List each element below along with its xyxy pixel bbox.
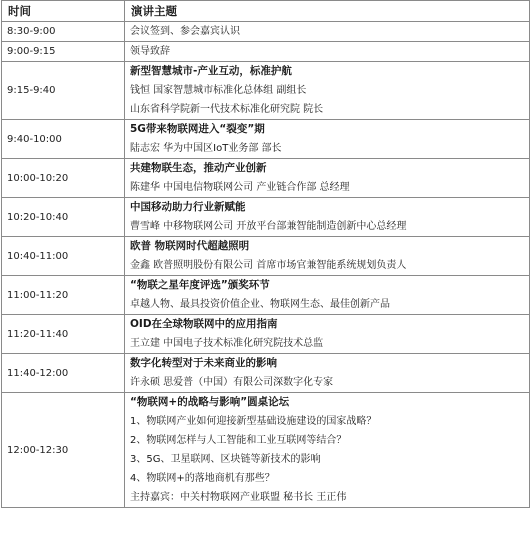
session-detail: 陆志宏 华为中国区IoT业务部 部长 <box>130 143 282 154</box>
agenda-time: 10:40-11:00 <box>2 237 125 276</box>
session-detail: 1、物联网产业如何迎接新型基础设施建设的国家战略？ <box>130 416 377 427</box>
session-title: 中国移动助力行业新赋能 <box>130 201 246 213</box>
agenda-time: 11:40-12:00 <box>2 354 125 393</box>
agenda-time: 8:30-9:00 <box>2 22 125 42</box>
agenda-row <box>2 42 530 62</box>
session-detail: 王立建 中国电子技术标准化研究院技术总监 <box>130 338 324 349</box>
agenda-topic <box>125 237 530 276</box>
agenda-header-row <box>2 1 530 22</box>
agenda-table <box>1 0 530 508</box>
agenda-row <box>2 315 530 354</box>
session-title: 5G带来物联网进入“裂变”期 <box>130 123 265 135</box>
session-detail: 钱恒 国家智慧城市标准化总体组 副组长 <box>130 85 307 96</box>
session-detail: 2、物联网怎样与人工智能和工业互联网等结合？ <box>130 435 347 446</box>
agenda-time: 9:40-10:00 <box>2 120 125 159</box>
session-detail: 卓越人物、最具投资价值企业、物联网生态、最佳创新产品 <box>130 299 390 310</box>
session-detail: 领导致辞 <box>130 46 170 57</box>
session-detail: 主持嘉宾：中关村物联网产业联盟 秘书长 王正伟 <box>130 492 347 503</box>
agenda-row <box>2 120 530 159</box>
agenda-topic <box>125 62 530 120</box>
agenda-time: 11:20-11:40 <box>2 315 125 354</box>
agenda-topic <box>125 354 530 393</box>
agenda-time: 11:00-11:20 <box>2 276 125 315</box>
agenda-topic <box>125 120 530 159</box>
agenda-topic <box>125 42 530 62</box>
agenda-time: 9:00-9:15 <box>2 42 125 62</box>
agenda-time: 10:00-10:20 <box>2 159 125 198</box>
agenda-row <box>2 354 530 393</box>
agenda-time: 9:15-9:40 <box>2 62 125 120</box>
session-detail: 曹雪峰 中移物联网公司 开放平台部兼智能制造创新中心总经理 <box>130 221 407 232</box>
agenda-row <box>2 159 530 198</box>
agenda-row <box>2 276 530 315</box>
session-title: “物联之星年度评选”颁奖环节 <box>130 279 270 291</box>
session-title: “物联网+的战略与影响”圆桌论坛 <box>130 396 290 408</box>
agenda-topic <box>125 22 530 42</box>
session-detail: 会议签到、参会嘉宾认识 <box>130 26 240 37</box>
session-title: 数字化转型对于未来商业的影响 <box>130 357 277 369</box>
agenda-row <box>2 62 530 120</box>
agenda-time: 10:20-10:40 <box>2 198 125 237</box>
agenda-topic <box>125 276 530 315</box>
session-detail: 4、物联网+的落地商机有那些？ <box>130 473 275 484</box>
agenda-topic <box>125 159 530 198</box>
session-title: 欧普 物联网时代超越照明 <box>130 240 250 252</box>
session-title: 新型智慧城市-产业互动，标准护航 <box>130 65 292 77</box>
agenda-row <box>2 198 530 237</box>
session-title: 共建物联生态，推动产业创新 <box>130 162 267 174</box>
agenda-time: 12:00-12:30 <box>2 393 125 508</box>
header-time: 时间 <box>2 1 125 22</box>
session-detail: 陈建华 中国电信物联网公司 产业链合作部 总经理 <box>130 182 350 193</box>
session-title: OID在全球物联网中的应用指南 <box>130 318 278 330</box>
session-detail: 山东省科学院新一代技术标准化研究院 院长 <box>130 104 324 115</box>
agenda-topic <box>125 315 530 354</box>
agenda-row <box>2 237 530 276</box>
agenda-row <box>2 22 530 42</box>
agenda-topic <box>125 198 530 237</box>
session-detail: 许永硕 思爱普（中国）有限公司深数字化专家 <box>130 377 334 388</box>
agenda-row <box>2 393 530 508</box>
header-topic: 演讲主题 <box>125 1 530 22</box>
agenda-body <box>2 22 530 508</box>
agenda-topic <box>125 393 530 508</box>
session-detail: 3、5G、卫星联网、区块链等新技术的影响 <box>130 454 321 465</box>
session-detail: 金鑫 欧普照明股份有限公司 首席市场官兼智能系统规划负责人 <box>130 260 407 271</box>
